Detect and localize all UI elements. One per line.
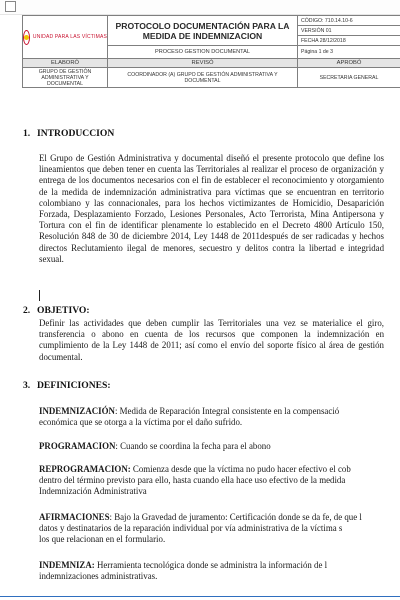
coat-of-arms-icon xyxy=(23,30,30,45)
section-heading-introduccion: 1. INTRODUCCION xyxy=(23,128,115,139)
aprobo-value: SECRETARIA GENERAL xyxy=(298,68,400,88)
document-process: PROCESO GESTION DOCUMENTAL xyxy=(108,46,298,59)
page-number: Página 1 de 3 xyxy=(298,46,400,59)
section-body-introduccion: El Grupo de Gestión Administrativa y documental diseñó el presente protocolo que define los lineamientos que deben tener en cuenta las Territoriales al realizar el proceso de organización y entrega de los documentos necesarios con el fin de establecer el reconocimiento y otorgamiento de la medida de indemnización administrativa para víctimas que se encuentran en territorio colombiano y las connacionales, para los hechos victimizantes de Homicidio, Desaparición Forzada, Desplazamiento Forzado, Lesiones Personales, Acto Terrorista, Mina Antipersona y Tortura con el fin de identificar plenamente lo establecido en el Decreto 4800 Artículo 150, Resolución 848 de 30 de diciembre 2014, Ley 1448 de 2011después de ser radicadas y hechos directos Reclutamiento ilegal de menores, secuestro y delitos contra la libertad e integridad sexual. xyxy=(39,153,385,264)
section-heading-definiciones: 3. DEFINICIONES: xyxy=(23,380,111,391)
section-body-objetivo: Definir las actividades que deben cumplir las Territoriales una vez se materialice el giro, transferencia o abono en cuenta de los recursos que componen la indemnización en cumplimiento de la Ley 1448 de 2011; así como el envío del soporte físico al área de gestión documental. xyxy=(39,318,385,362)
reviso-value: COORDINADOR (A) GRUPO DE GESTIÓN ADMINISTRATIVA Y DOCUMENTAL xyxy=(108,68,298,88)
definition-reprogramacion: REPROGRAMACION: Comienza desde que la víctima no pudo hacer efectivo el cob dentro del término previsto para ello, hasta cuando ella hace uso efectivo de la medida Indemnización Administrativa xyxy=(39,464,351,497)
reviso-label: REVISÓ xyxy=(108,59,298,68)
definition-indemniza: INDEMNIZA: Herramienta tecnológica donde se administra la información de l indemnizaciones administrativas. xyxy=(39,560,328,582)
elaboro-value: GRUPO DE GESTIÓN ADMINISTRATIVA Y DOCUMENTAL xyxy=(23,68,108,88)
document-code: CÓDIGO: 710.14.10-6 xyxy=(298,16,400,26)
text-cursor xyxy=(39,290,40,301)
logo-text: UNIDAD PARA LAS VÍCTIMAS xyxy=(32,34,108,40)
document-title: PROTOCOLO DOCUMENTACIÓN PARA LA MEDIDA DE INDEMNIZACION xyxy=(108,16,298,46)
logo-cell xyxy=(23,16,108,59)
page-bottom-divider xyxy=(0,596,400,597)
aprobo-label: APROBÓ xyxy=(298,59,400,68)
document-date: FECHA 28/12/2018 xyxy=(298,36,400,46)
section-heading-objetivo: 2. OBJETIVO: xyxy=(23,305,90,316)
top-toolbar xyxy=(0,0,400,15)
unidad-victimas-logo xyxy=(26,30,108,45)
document-version: VERSIÓN 01 xyxy=(298,26,400,36)
checkbox-icon[interactable] xyxy=(5,1,16,12)
document-header-table xyxy=(22,15,400,88)
definition-indemnizacion: INDEMNIZACIÓN: Medida de Reparación Integral consistente en la compensació económica que se otorga a la víctima por el daño sufrido. xyxy=(39,406,340,428)
definition-afirmaciones: AFIRMACIONES: Bajo la Gravedad de juramento: Certificación donde se da fe, de que l datos y destinatarios de la reparación individual por vía administrativa de la víctima s los que relacionan en el formulario. xyxy=(39,512,362,545)
definition-programacion: PROGRAMACION: Cuando se coordina la fecha para el abono xyxy=(39,441,271,451)
elaboro-label: ELABORÓ xyxy=(23,59,108,68)
